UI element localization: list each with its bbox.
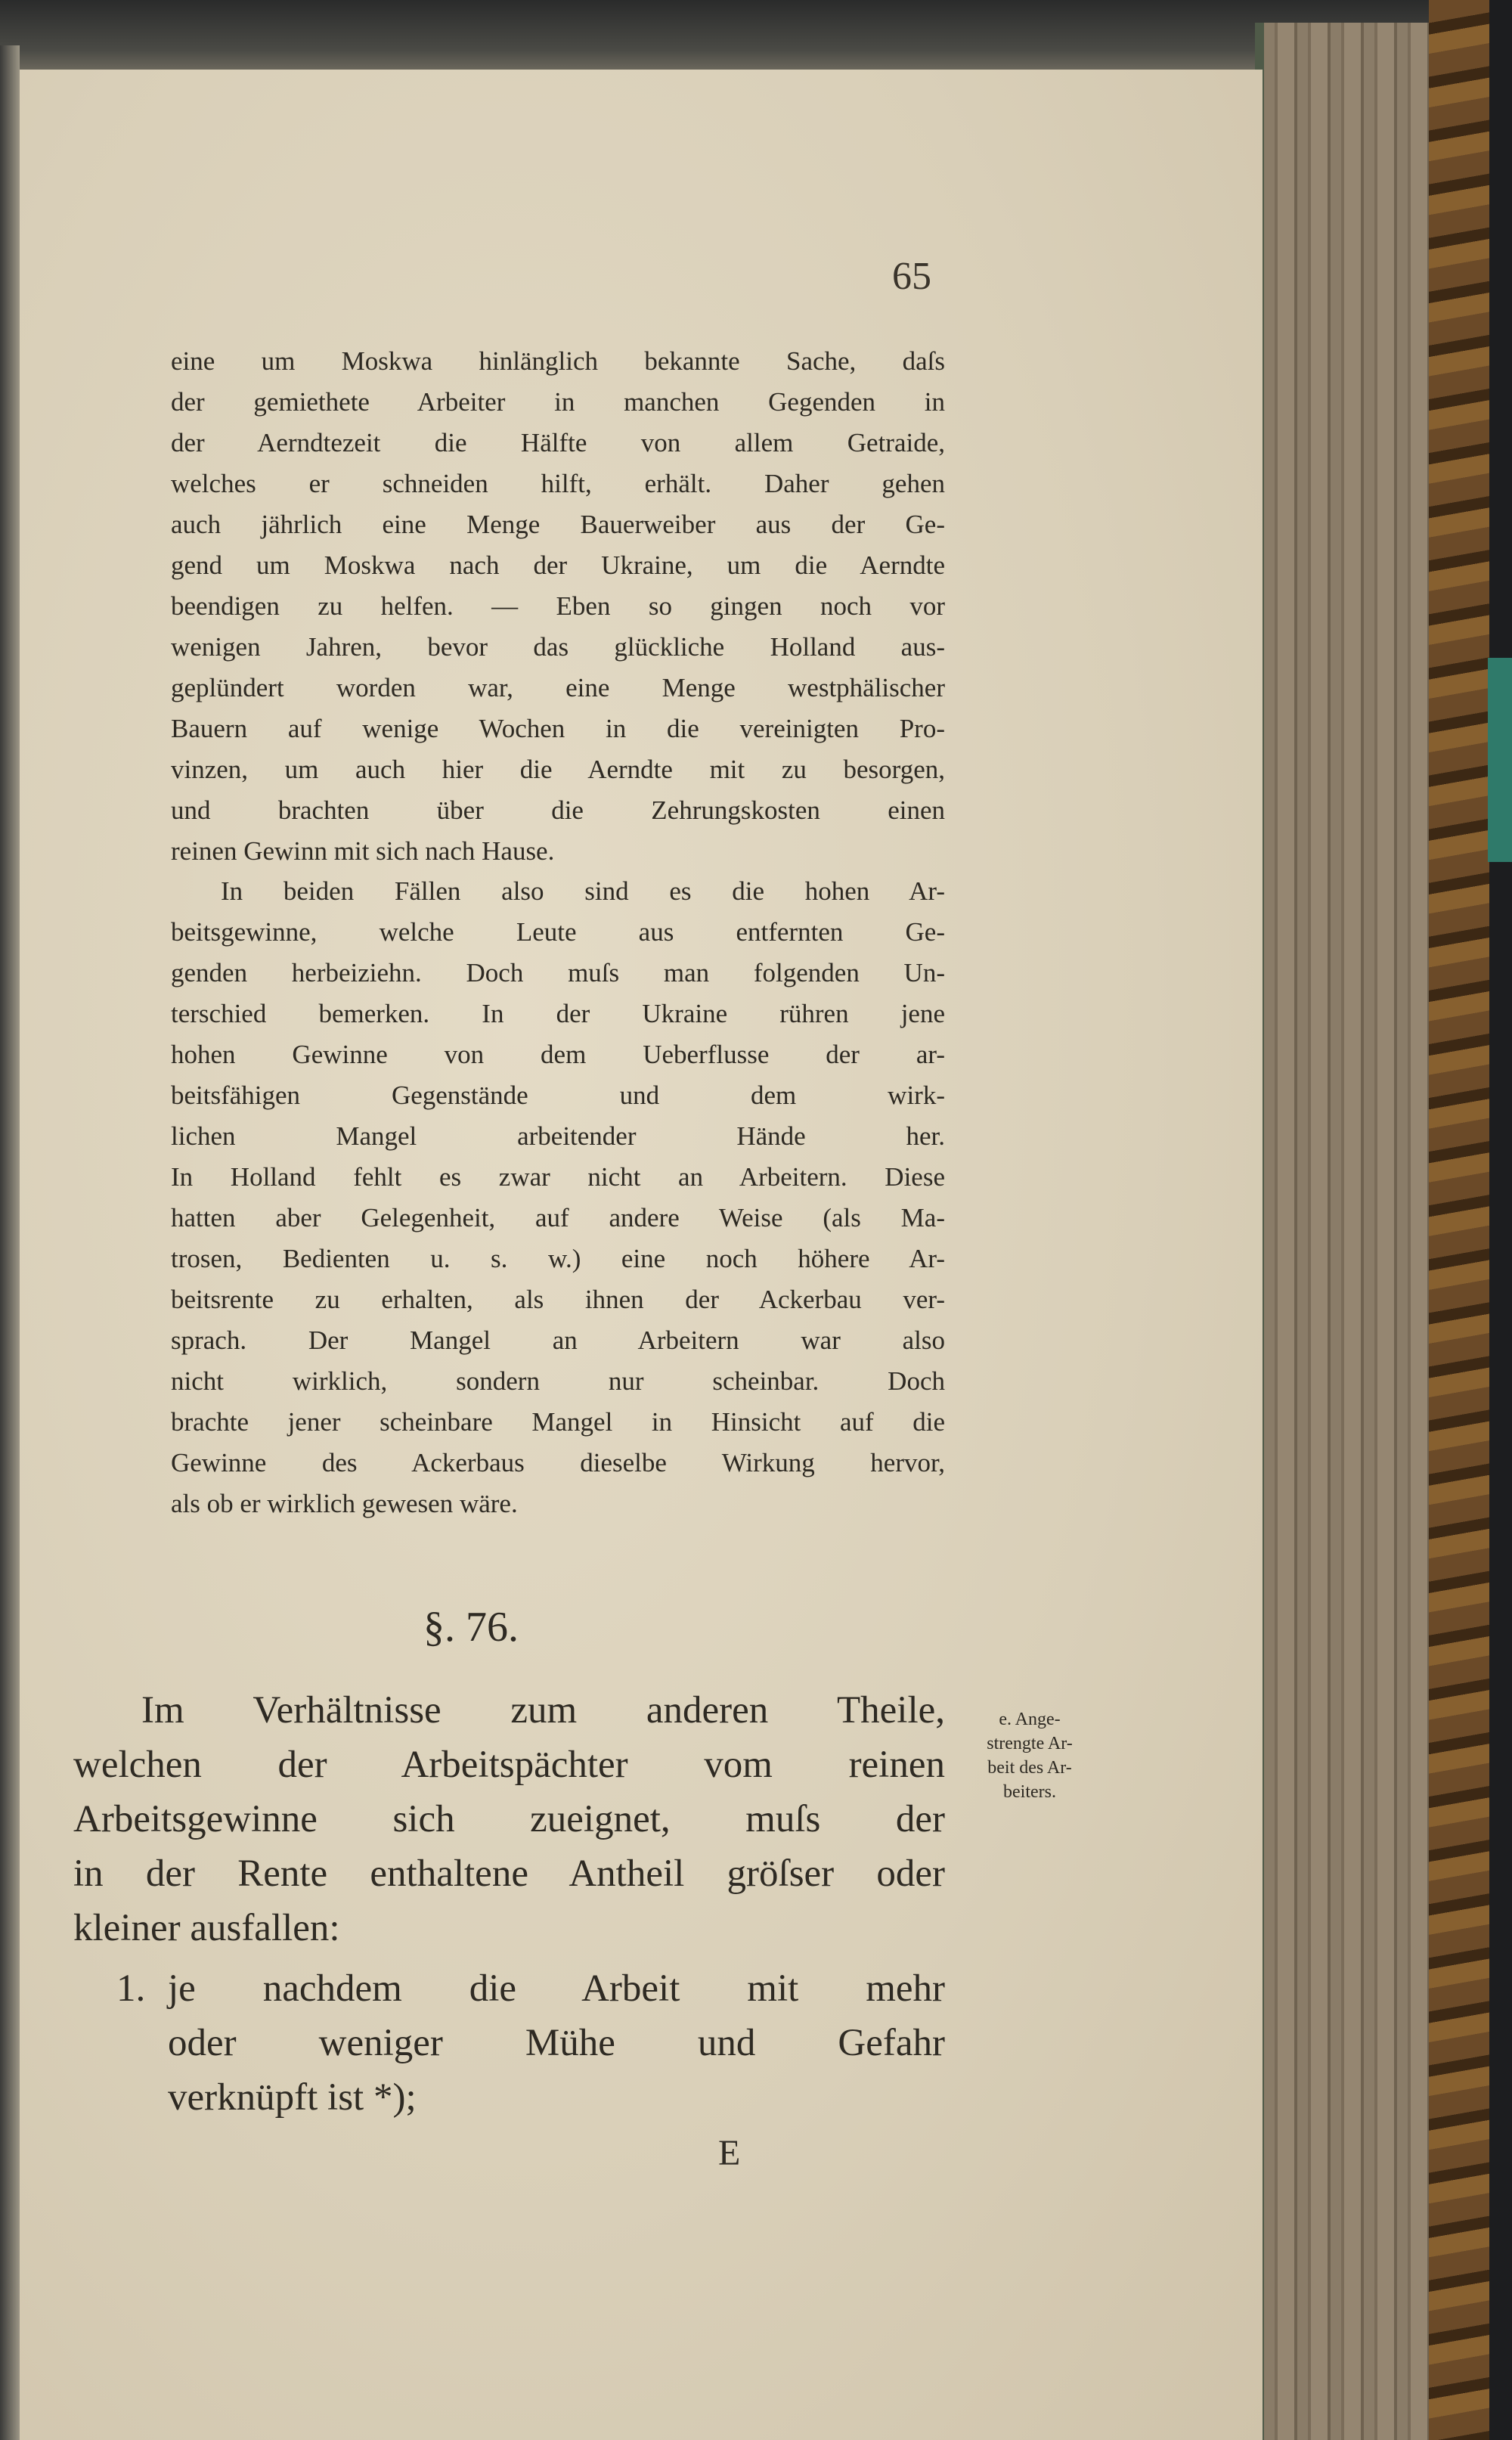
text-line: gend um Moskwa nach der Ukraine, um die Aerndte (171, 550, 945, 580)
margin-note-line: beiters. (1003, 1782, 1056, 1802)
text-line: welchen der Arbeitspächter vom reinen (73, 1744, 945, 1786)
text-line: lichen Mangel arbeitender Hände her. (171, 1121, 945, 1151)
text-line: genden herbeiziehn. Doch muſs man folgenden Un- (171, 958, 945, 987)
text-line: nicht wirklich, sondern nur scheinbar. Doch (171, 1366, 945, 1396)
text-line: beitsfähigen Gegenstände und dem wirk- (171, 1080, 945, 1110)
text-line: vinzen, um auch hier die Aerndte mit zu besorgen, (171, 755, 945, 784)
list-item-1 (116, 1961, 945, 2125)
margin-note-line: e. Ange- (999, 1710, 1061, 1729)
text-line: Bauern auf wenige Wochen in die vereinigten Pro- (171, 714, 945, 743)
margin-note (962, 1707, 1098, 1804)
text-line: hatten aber Gelegenheit, auf andere Weise (als Ma- (171, 1203, 945, 1232)
text-line: welches er schneiden hilft, erhält. Daher gehen (171, 469, 945, 498)
scanner-background-top (0, 0, 1436, 72)
margin-note-line: strengte Ar- (987, 1734, 1073, 1753)
text-line: oder weniger Mühe und Gefahr (168, 2022, 945, 2064)
text-line: hohen Gewinne von dem Ueberflusse der ar- (171, 1040, 945, 1069)
text-line: sprach. Der Mangel an Arbeitern war also (171, 1325, 945, 1355)
section-heading: §. 76. (423, 1604, 519, 1651)
text-line: Gewinne des Ackerbaus dieselbe Wirkung hervor, (171, 1448, 945, 1477)
paragraph-2 (171, 871, 945, 1524)
book-cover (1429, 0, 1489, 2440)
text-line: Im Verhältnisse zum anderen Theile, (141, 1689, 945, 1732)
text-line: beitsrente zu erhalten, als ihnen der Ackerbau ver- (171, 1285, 945, 1314)
paragraph-1 (171, 341, 945, 872)
text-line: trosen, Bedienten u. s. w.) eine noch höhere Ar- (171, 1244, 945, 1273)
text-line: als ob er wirklich gewesen wäre. (171, 1489, 518, 1518)
list-item-number: 1. (116, 1967, 146, 2010)
text-line: wenigen Jahren, bevor das glückliche Holland aus- (171, 632, 945, 662)
text-line: beitsgewinne, welche Leute aus entfernten Ge- (171, 917, 945, 947)
scanner-color-strip (1488, 658, 1512, 862)
text-line: und brachten über die Zehrungskosten einen (171, 795, 945, 825)
text-line: der gemiethete Arbeiter in manchen Gegenden in (171, 387, 945, 417)
margin-note-line: beit des Ar- (987, 1758, 1072, 1778)
text-line: der Aerndtezeit die Hälfte von allem Getraide, (171, 428, 945, 457)
text-line: In Holland fehlt es zwar nicht an Arbeitern. Diese (171, 1162, 945, 1192)
text-line: terschied bemerken. In der Ukraine rühren jene (171, 999, 945, 1028)
text-line: Arbeitsgewinne sich zueignet, muſs der (73, 1798, 945, 1840)
book-page-edges (1255, 23, 1445, 2440)
text-line: auch jährlich eine Menge Bauerweiber aus der Ge- (171, 510, 945, 539)
text-line: beendigen zu helfen. — Eben so gingen noch vor (171, 591, 945, 621)
text-line: brachte jener scheinbare Mangel in Hinsicht auf die (171, 1407, 945, 1437)
text-line: geplündert worden war, eine Menge westphälischer (171, 673, 945, 702)
page-number: 65 (892, 255, 931, 298)
text-line: In beiden Fällen also sind es die hohen Ar- (221, 876, 945, 906)
text-line: verknüpft ist *); (168, 2076, 417, 2119)
text-line: eine um Moskwa hinlänglich bekannte Sache, daſs (171, 346, 945, 376)
section-paragraph (73, 1683, 945, 1955)
text-line: in der Rente enthaltene Antheil gröſser oder (73, 1852, 945, 1895)
text-line: je nachdem die Arbeit mit mehr (168, 1967, 945, 2010)
text-line: reinen Gewinn mit sich nach Hause. (171, 836, 555, 866)
signature-mark: E (718, 2133, 741, 2173)
facing-page-edge (0, 45, 20, 2440)
text-line: kleiner ausfallen: (73, 1907, 340, 1949)
